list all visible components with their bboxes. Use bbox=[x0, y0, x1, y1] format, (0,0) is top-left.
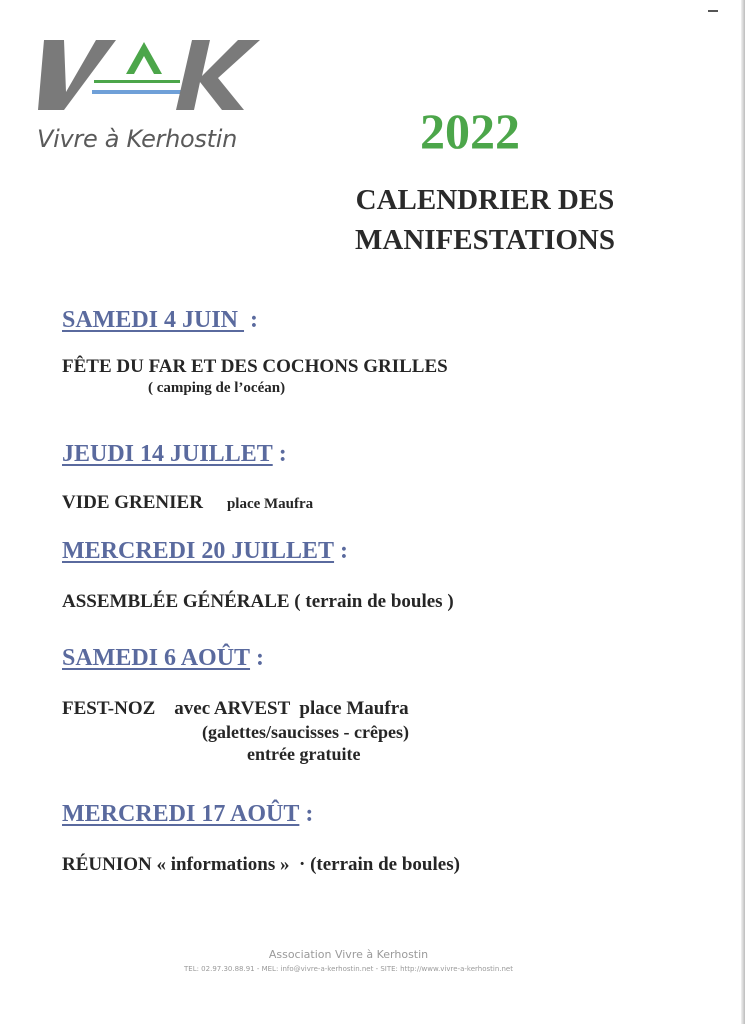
logo bbox=[34, 30, 274, 160]
logo-graphic bbox=[34, 30, 274, 130]
event-description: ASSEMBLÉE GÉNÉRALE ( terrain de boules ) bbox=[62, 591, 454, 612]
paper-edge-shadow bbox=[741, 0, 745, 1024]
logo-letter-v bbox=[38, 40, 116, 110]
footer-association: Association Vivre à Kerhostin bbox=[268, 948, 429, 961]
title-line-1: CALENDRIER DES bbox=[355, 184, 615, 216]
event-date: MERCREDI 20 JUILLET : bbox=[62, 538, 349, 564]
year-heading: 2022 bbox=[420, 103, 520, 159]
event-location: place Maufra bbox=[226, 496, 314, 512]
event-description-row bbox=[62, 492, 313, 514]
event-item bbox=[62, 538, 454, 613]
event-date: SAMEDI 4 JUIN : bbox=[62, 307, 259, 333]
event-date: MERCREDI 17 AOÛT : bbox=[62, 801, 314, 827]
title-line-2: MANIFESTATIONS bbox=[355, 224, 615, 256]
logo-caret bbox=[126, 42, 162, 74]
page-title bbox=[320, 180, 650, 260]
logo-tagline: Vivre à Kerhostin bbox=[37, 125, 237, 153]
event-item bbox=[62, 441, 313, 514]
event-description: VIDE GRENIER bbox=[62, 492, 203, 513]
logo-blue-line bbox=[92, 90, 184, 94]
event-description: RÉUNION « informations » · (terrain de boules) bbox=[62, 854, 460, 875]
event-location: ( camping de l’océan) bbox=[148, 380, 286, 396]
scan-mark bbox=[708, 10, 718, 12]
event-description: FÊTE DU FAR ET DES COCHONS GRILLES bbox=[62, 356, 448, 377]
logo-green-line bbox=[94, 80, 180, 83]
event-date: JEUDI 14 JUILLET : bbox=[62, 441, 287, 467]
event-menu: (galettes/saucisses - crêpes) bbox=[202, 722, 409, 742]
event-date: SAMEDI 6 AOÛT : bbox=[62, 645, 265, 671]
event-item bbox=[62, 645, 409, 765]
logo-letter-k bbox=[176, 40, 260, 110]
event-entry: entrée gratuite bbox=[247, 744, 361, 764]
footer-contact: TEL: 02.97.30.88.91 - MEL: info@vivre-a-kerhostin.net - SITE: http://www.vivre-a-kerhostin.net bbox=[184, 965, 513, 973]
event-description: FEST-NOZ avec ARVEST place Maufra bbox=[62, 698, 409, 719]
event-item bbox=[62, 307, 448, 397]
event-item bbox=[62, 801, 460, 876]
